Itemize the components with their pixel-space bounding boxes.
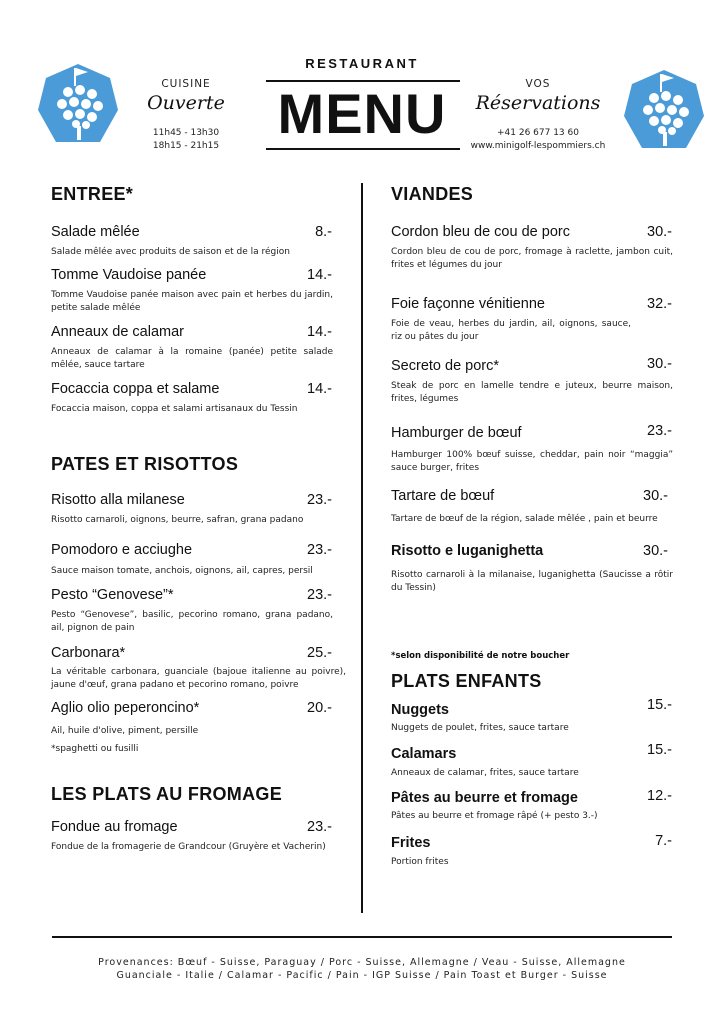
menu-item-desc: Fondue de la fromagerie de Grandcour (Gruyère et Vacherin) <box>51 842 326 852</box>
menu-item-name: Foie façonne vénitienne <box>391 296 545 312</box>
column-divider <box>361 183 363 913</box>
header-hours-dinner: 18h15 - 21h15 <box>152 141 220 151</box>
menu-item-desc: Salade mêlée avec produits de saison et de la région <box>51 247 290 257</box>
menu-item-price: 23.- <box>307 819 332 835</box>
menu-item-desc: Tartare de bœuf de la région, salade mêlée , pain et beurre <box>391 514 658 524</box>
menu-item-name: Nuggets <box>391 702 449 718</box>
menu-item-price: 23.- <box>307 587 332 603</box>
menu-item-price: 14.- <box>307 267 332 283</box>
header-cuisine-label: CUISINE <box>161 78 211 90</box>
menu-item-desc: Cordon bleu de cou de porc, fromage à raclette, jambon cuit, frites et légumes du jour <box>391 247 673 270</box>
pasta-type-note: *spaghetti ou fusilli <box>51 744 139 754</box>
menu-item-desc: Hamburger 100% bœuf suisse, cheddar, pain noir “maggia” sauce burger, frites <box>391 450 673 473</box>
menu-item-name: Fondue au fromage <box>51 819 178 835</box>
section-title-pates: PATES ET RISOTTOS <box>51 454 239 474</box>
menu-item-name: Secreto de porc* <box>391 358 500 374</box>
menu-item-desc: Risotto carnaroli à la milanaise, luganighetta (Saucisse a rôtir du Tessin) <box>391 570 673 593</box>
menu-item-name: Salade mêlée <box>51 224 140 240</box>
menu-item-price: 32.- <box>647 296 672 312</box>
header-hours-lunch: 11h45 - 13h30 <box>152 128 220 138</box>
menu-item-desc: Risotto carnaroli, oignons, beurre, safran, grana padano <box>51 515 304 525</box>
menu-item-price: 23.- <box>647 423 672 439</box>
menu-item-price: 23.- <box>307 542 332 558</box>
menu-item-price: 15.- <box>647 697 672 713</box>
menu-item-name: Risotto alla milanese <box>51 492 185 508</box>
butcher-note: *selon disponibilité de notre boucher <box>391 651 570 661</box>
menu-item-desc: Pâtes au beurre et fromage râpé (+ pesto 3.-) <box>391 811 598 821</box>
menu-item-name: Carbonara* <box>51 645 126 661</box>
header-ouverte-script: Ouverte <box>147 92 225 114</box>
menu-item-price: 14.- <box>307 381 332 397</box>
section-title-viandes: VIANDES <box>391 184 474 204</box>
menu-item-name: Cordon bleu de cou de porc <box>391 224 570 240</box>
menu-item-name: Pâtes au beurre et fromage <box>391 790 578 806</box>
menu-item-desc: Nuggets de poulet, frites, sauce tartare <box>391 723 569 733</box>
menu-item-desc: Tomme Vaudoise panée maison avec pain et herbes du jardin, petite salade mêlée <box>51 290 333 313</box>
header-rule-bottom <box>266 148 460 150</box>
menu-item-price: 7.- <box>655 833 672 849</box>
menu-item-name: Anneaux de calamar <box>51 324 184 340</box>
menu-item-price: 20.- <box>307 700 332 716</box>
menu-item-desc: Sauce maison tomate, anchois, oignons, ail, capres, persil <box>51 566 313 576</box>
menu-item-price: 30.- <box>647 224 672 240</box>
menu-item-desc: Anneaux de calamar à la romaine (panée) petite salade mêlée, sauce tartare <box>51 347 333 370</box>
menu-item-name: Calamars <box>391 746 457 762</box>
page-title: MENU <box>277 82 447 145</box>
header-website-link[interactable]: www.minigolf-lespommiers.ch <box>470 141 606 151</box>
menu-item-desc: Portion frites <box>391 857 449 867</box>
menu-item-desc: Focaccia maison, coppa et salami artisanaux du Tessin <box>51 404 298 414</box>
menu-item-desc: Pesto “Genovese”, basilic, pecorino romano, grana padano, ail, pignon de pain <box>51 610 333 633</box>
menu-item-desc: Steak de porc en lamelle tendre e juteux, beurre maison, frites, légumes <box>391 381 673 404</box>
footer-provenance-line-1: Provenances: Bœuf - Suisse, Paraguay / Porc - Suisse, Allemagne / Veau - Suisse, Allemagne <box>98 957 626 968</box>
menu-item-price: 30.- <box>643 543 668 559</box>
footer-provenance-line-2: Guanciale - Italie / Calamar - Pacific / Pain - IGP Suisse / Pain Toast et Burger - Suisse <box>116 970 608 981</box>
header-restaurant-label: RESTAURANT <box>305 56 419 71</box>
menu-item-name: Aglio olio peperoncino* <box>51 700 200 716</box>
header-phone[interactable]: +41 26 677 13 60 <box>497 128 579 138</box>
header-vos-label: VOS <box>525 78 551 90</box>
menu-item-price: 15.- <box>647 742 672 758</box>
section-title-entree: ENTREE* <box>51 184 134 204</box>
restaurant-logo-left <box>38 62 118 150</box>
menu-item-name: Focaccia coppa et salame <box>51 381 220 397</box>
menu-item-price: 23.- <box>307 492 332 508</box>
menu-item-name: Tomme Vaudoise panée <box>51 267 207 283</box>
menu-item-name: Frites <box>391 835 431 851</box>
menu-item-name: Tartare de bœuf <box>391 488 495 504</box>
section-title-fromage: LES PLATS AU FROMAGE <box>51 784 282 804</box>
menu-item-price: 30.- <box>643 488 668 504</box>
menu-item-price: 14.- <box>307 324 332 340</box>
menu-item-name: Pesto “Genovese”* <box>51 587 174 603</box>
section-title-enfants: PLATS ENFANTS <box>391 671 542 691</box>
menu-item-name: Pomodoro e acciughe <box>51 542 193 558</box>
menu-item-desc: Anneaux de calamar, frites, sauce tartare <box>391 768 579 778</box>
restaurant-logo-right <box>624 68 704 156</box>
footer-rule <box>52 936 672 938</box>
menu-item-price: 12.- <box>647 788 672 804</box>
menu-item-name: Hamburger de bœuf <box>391 425 522 441</box>
menu-item-price: 30.- <box>647 356 672 372</box>
menu-item-desc: Ail, huile d'olive, piment, persille <box>51 726 199 736</box>
menu-item-price: 8.- <box>315 224 332 240</box>
menu-item-price: 25.- <box>307 645 332 661</box>
menu-item-desc: Foie de veau, herbes du jardin, ail, oignons, sauce, riz ou pâtes du jour <box>391 319 631 342</box>
menu-item-desc: La véritable carbonara, guanciale (bajoue italienne au poivre), jaune d'œuf, grana padano et pecorino romano, poivre <box>51 667 346 690</box>
header-reservations-script: Réservations <box>475 92 601 114</box>
menu-item-name: Risotto e luganighetta <box>391 543 544 559</box>
